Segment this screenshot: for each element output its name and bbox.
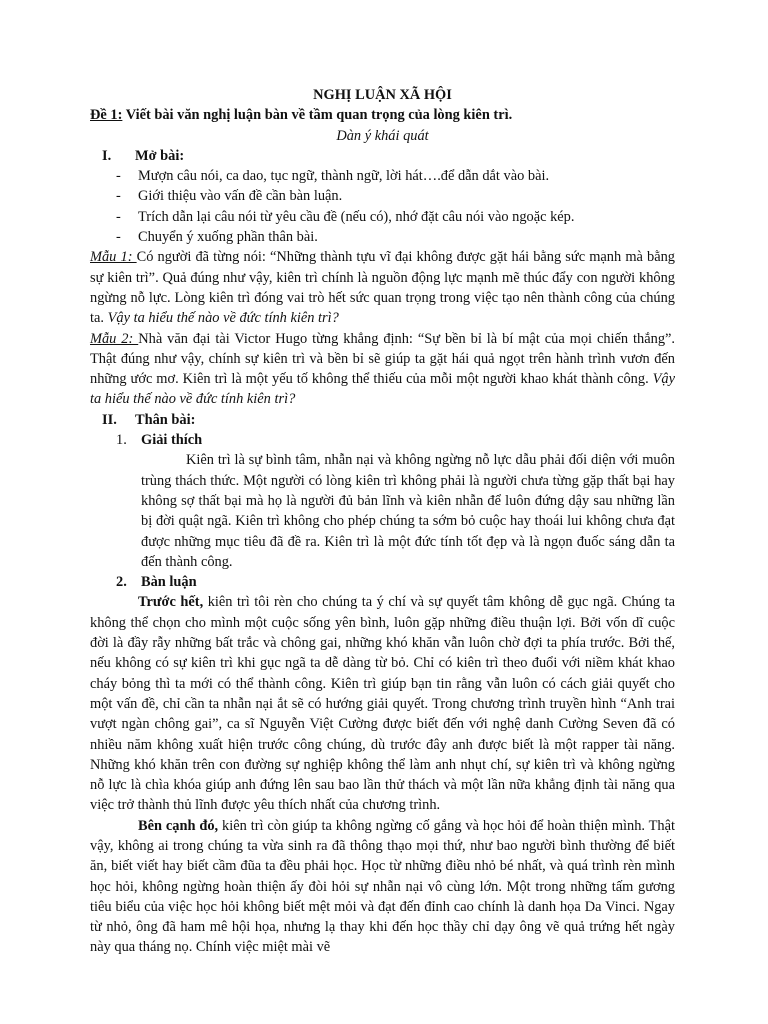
- sample-1-label: Mẫu 1:: [90, 249, 137, 266]
- document-page: [90, 85, 675, 958]
- subsection-title: Giải thích: [141, 432, 203, 449]
- essay-prompt: [90, 105, 675, 125]
- sample-1-question: Vậy ta hiểu thế nào về đức tính kiên trì?: [107, 310, 339, 327]
- discuss-paragraph-1: Trước hết, kiên trì tôi rèn cho chúng ta ý chí và sự quyết tâm không dễ gục ngã. Chúng ta không thể chọn cho mình một cuộc sống yên bình, luôn gặp những điều thuận lợi. Bởi vốn dĩ cuộc đời là đầy rẫy những bất trắc và chông gai, những khó khăn vẫn luôn chờ đợi ta phía trước. Bởi thế, nếu không có sự kiên trì khi gục ngã ta dễ dàng từ bỏ. Chỉ có kiên trì theo đuổi với niềm khát khao cháy bỏng thì ta mới có thể thành công. Kiên trì giúp bạn tin rằng vẫn luôn có cách giải quyết cho một vấn đề, chỉ cần ta nhẫn nại ắt sẽ có hướng giải quyết. Trong chương trình truyền hình “Anh trai vượt ngàn chông gai”, ca sĩ Nguyễn Việt Cường được biết đến với nghệ danh Cường Seven đã có nhiều năm không xuất hiện trước công chúng, dù trước đây anh được biết là một rapper tài năng. Những khó khăn trên con đường sự nghiệp không thể làm anh nhụt chí, sự kiên trì và không ngừng nỗ lực là chìa khóa giúp anh đứng lên sau bao lần thử thách và một lần nữa khẳng định tài năng qua việc trở thành thủ lĩnh được yêu thích nhất của chương trình.: [90, 594, 675, 814]
- prompt-label: Đề 1:: [90, 107, 123, 124]
- sample-2-label: Mẫu 2:: [90, 330, 139, 347]
- sample-2-question: Vậy ta hiểu thế nào về đức tính kiên trì?: [90, 371, 675, 408]
- paragraph-lead: Bên cạnh đó,: [138, 817, 219, 834]
- section-title: Thân bài:: [135, 411, 196, 428]
- list-item: - Trích dẫn lại câu nói từ yêu cầu đề (nếu có), nhớ đặt câu nói vào ngoặc kép.: [90, 207, 675, 227]
- list-item: - Giới thiệu vào vấn đề cần bàn luận.: [90, 186, 675, 206]
- dash-bullet: -: [116, 168, 121, 185]
- subsection-heading-explain: [90, 430, 675, 450]
- dash-bullet: -: [116, 208, 121, 225]
- outline-subtitle: Dàn ý khái quát: [336, 127, 429, 144]
- section-title: Mở bài:: [135, 147, 185, 164]
- section-heading-body: [90, 410, 675, 430]
- discuss-paragraph-2: Bên cạnh đó, kiên trì còn giúp ta không ngừng cố gắng và học hỏi để hoàn thiện mình. Thật vậy, không ai trong chúng ta vừa sinh ra đã thông thạo mọi thứ, như bao người bình thường để biết ăn, biết viết hay biết cầm đũa ta đều phải học. Học từ những điều nhỏ bé nhất, và quá trình rèn mình học hỏi, không ngừng hoàn thiện ấy đòi hỏi sự nhẫn nại vô cùng lớn. Một trong những tấm gương tiêu biểu của việc học hỏi không biết mệt mỏi và đạt đến đỉnh cao chính là danh họa Da Vinci. Ngay từ nhỏ, ông đã ham mê hội họa, nhưng lạ thay khi đến học thầy chỉ dạy ông vẽ quả trứng hết ngày này qua tháng nọ. Chính việc miệt mài vẽ: [90, 817, 675, 956]
- dash-bullet: -: [116, 229, 121, 246]
- prompt-text: Viết bài văn nghị luận bàn về tầm quan trọng của lòng kiên trì.: [122, 107, 513, 124]
- paragraph-lead: Trước hết,: [138, 594, 204, 611]
- subsection-heading-discuss: [90, 572, 675, 592]
- subsection-title: Bàn luận: [141, 574, 197, 591]
- intro-steps-list: [90, 166, 675, 247]
- explain-paragraph: Kiên trì là sự bình tâm, nhẫn nại và không ngừng nỗ lực dẫu phải đối diện với muôn trùng thách thức. Một người có lòng kiên trì không phải là người chưa từng gặp thất bại hay không sợ thất bại mà họ là người đủ bản lĩnh và kiên nhẫn để luôn đứng dậy sau những lần bị đời quật ngã. Kiên trì không cho phép chúng ta sớm bỏ cuộc hay thoái lui không chưa đạt được những mục tiêu đã đề ra. Kiên trì là một đức tính tốt đẹp và là ngọn đuốc sáng dẫn ta đến thành công.: [141, 452, 675, 570]
- page-title: NGHỊ LUẬN XÃ HỘI: [313, 87, 452, 103]
- section-number: II.: [102, 411, 117, 428]
- section-number: I.: [102, 147, 112, 164]
- sample-1-paragraph: Mẫu 1: Có người đã từng nói: “Những thành tựu vĩ đại không được gặt hái bằng sức mạnh mà bằng sự kiên trì”. Quả đúng như vậy, kiên trì chính là nguồn động lực mạnh mẽ thúc đẩy con người không ngừng nỗ lực. Lòng kiên trì đóng vai trò hết sức quan trọng trong việc tạo nên thành công của chúng ta. Vậy ta hiểu thế nào về đức tính kiên trì?: [90, 249, 676, 327]
- dash-bullet: -: [116, 188, 121, 205]
- sample-2-paragraph: Mẫu 2: Nhà văn đại tài Victor Hugo từng khẳng định: “Sự bền bỉ là bí mật của mọi chiến thắng”. Thật đúng như vậy, chính sự kiên trì và bền bỉ sẽ giúp ta gặt hái quả ngọt trên hành trình vươn đến những ước mơ. Kiên trì là một yếu tố không thể thiếu của mỗi một người khao khát thành công. Vậy ta hiểu thế nào về đức tính kiên trì?: [90, 330, 676, 408]
- list-item: - Mượn câu nói, ca dao, tục ngữ, thành ngữ, lời hát….để dẫn dắt vào bài.: [90, 166, 675, 186]
- section-heading-intro: [90, 146, 675, 166]
- subsection-number: 2.: [116, 574, 127, 591]
- list-item: - Chuyển ý xuống phần thân bài.: [90, 227, 675, 247]
- subsection-number: 1.: [116, 432, 127, 449]
